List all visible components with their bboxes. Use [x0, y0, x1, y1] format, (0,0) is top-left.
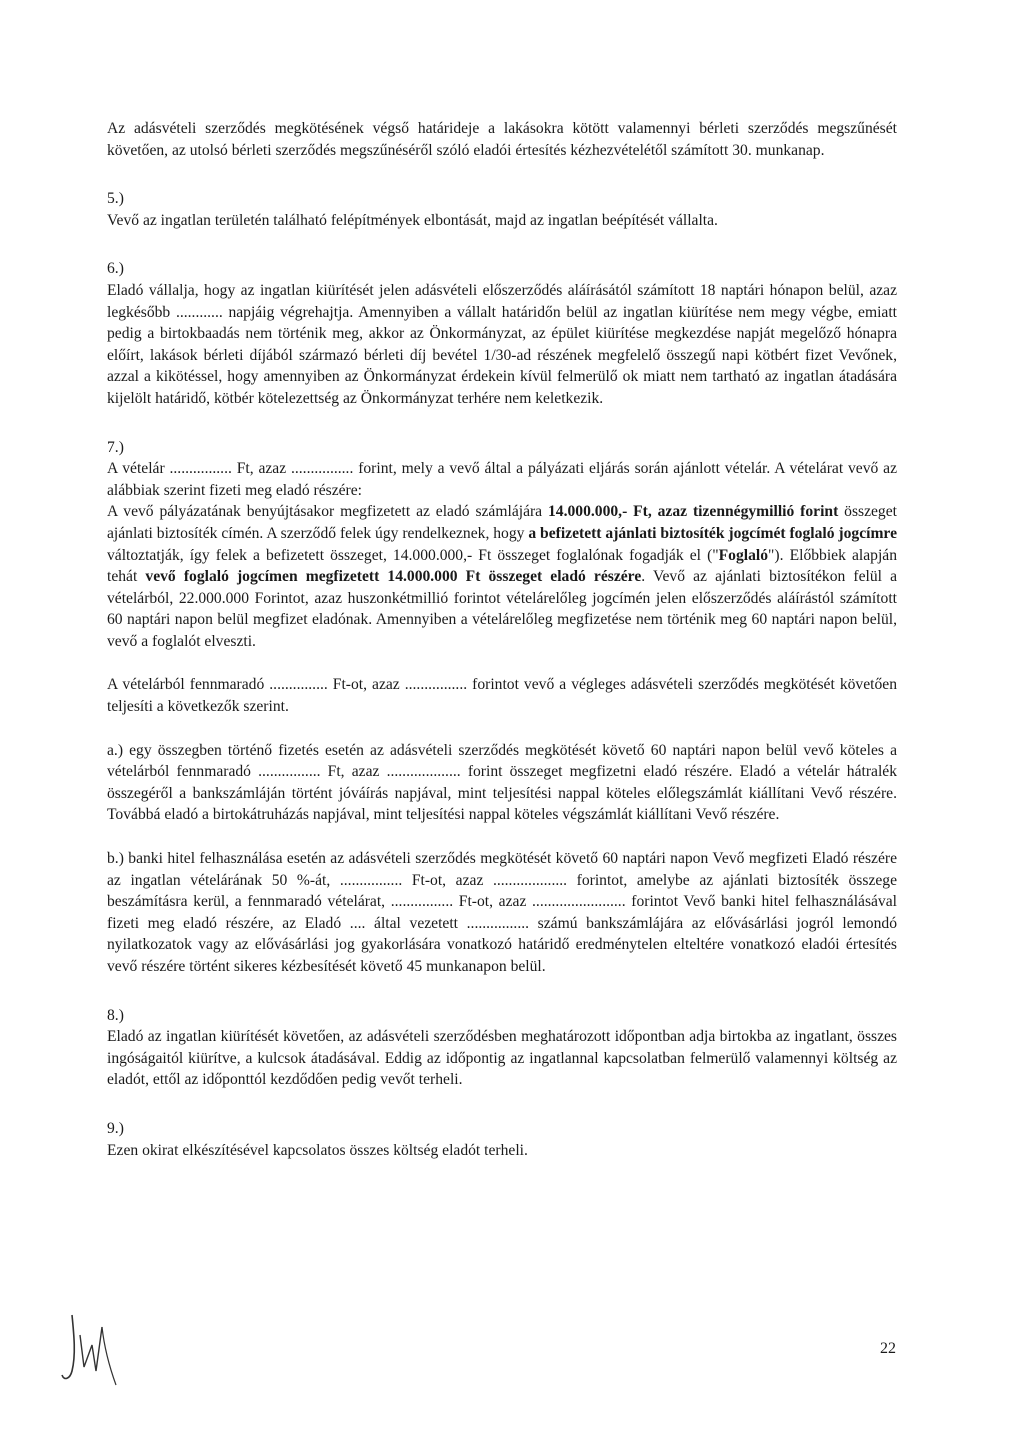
deposit-text-4: "). Előbbiek alapján tehát [107, 546, 897, 586]
deposit-title-bold: a befizetett ajánlati biztosíték jogcímét foglaló jogcímre [528, 524, 897, 542]
section-8-text: Eladó az ingatlan kiürítését követően, az adásvételi szerződésben meghatározott időpontban adja birtokba az ingatlant, összes ingóságaitól kiürítve, a kulcsok átadásával. Eddig az időpontig az ingatlannal kapcsolatban felmerülő valamennyi költség az eladót, ettől az időponttól kezdődően pedig vevőt terheli. [107, 1028, 897, 1089]
section-6-number: 6.) [107, 260, 124, 278]
initials-signature [50, 1305, 130, 1390]
section-9-text: Ezen okirat elkészítésével kapcsolatos összes költség eladót terheli. [107, 1141, 528, 1159]
section-6-text: Eladó vállalja, hogy az ingatlan kiürítését jelen adásvételi előszerződés aláírásától számított 18 naptári hónapon belül, azaz legkésőbb ............ napjáig végrehajtja. Amennyiben a vállalt határidőn belül az ingatlan kiürítése nem megy végbe, emiatt pedig a birtokbaadás nem történik meg, akkor az Önkormányzat, az épület kiürítése megkezdése napját megelőző hónapra előírt, lakások bérleti díjából származó bérleti díj bevétel 1/30-ad részének megfelelő összegű napi kötbért fizet Vevőnek, azzal a kikötéssel, hogy amennyiben az Önkormányzat érdekein kívül felmerülő ok miatt nem tartható az ingatlan átadására kijelölt határidő, kötbér kötelezettség az Önkormányzat terhére nem keletkezik. [107, 281, 897, 407]
intro-paragraph: Az adásvételi szerződés megkötésének végső határideje a lakásokra kötött valamennyi bérleti szerződés megszűnését követően, az utolsó bérleti szerződés megszűnéséről szóló eladói értesítés kézhezvételétől számított 30. munkanap. [107, 120, 897, 159]
section-5-text: Vevő az ingatlan területén található felépítmények elbontását, majd az ingatlan beépítését vállalta. [107, 211, 718, 229]
section-8 [107, 1005, 897, 1091]
section-9-number: 9.) [107, 1119, 124, 1137]
section-7-option-b: b.) banki hitel felhasználása esetén az adásvételi szerződés megkötését követő 60 naptári napon Vevő megfizeti Eladó részére az ingatlan vételárának 50 %-át, ................ Ft-ot, azaz ................... forintot, amelybe az ajánlati biztosíték összege beszámításra kerül, a fennmaradó vételárat, ................ Ft-ot, azaz ........................ forintot Vevő banki hitel felhasználásával fizeti meg eladó részére, az Eladó .... által vezetett ................ számú bankszámlájára az elővásárlási jogról lemondó nyilatkozatok vagy az elővásárlási jog gyakorlására vonatkozó határidő eredménytelen elteltére vonatkozó eladói értesítés vevő részére történt sikeres kézbesítését követő 45 munkanapon belül. [107, 850, 897, 975]
section-5-number: 5.) [107, 190, 124, 208]
section-7-option-a: a.) egy összegben történő fizetés esetén az adásvételi szerződés megkötését követő 60 naptári napon belül vevő köteles a vételárból fennmaradó ................ Ft, azaz ................... forint összeget megfizetni eladó részére. Eladó a vételár hátralék összegéről a bankszámláján történt jóváírás napjával, mint teljesítési nappal köteles előlegszámlát kiállítani Vevő részére. Továbbá eladó a birtokátruházás napjával, mint teljesítési nappal köteles végszámlát kiállítani Vevő részére. [107, 741, 897, 824]
section-7 [107, 437, 897, 978]
page-number: 22 [880, 1340, 896, 1357]
deposit-text-1: A vevő pályázatának benyújtásakor megfizetett az eladó számlájára [107, 503, 548, 521]
contract-text [107, 118, 897, 1161]
section-8-number: 8.) [107, 1006, 124, 1024]
section-6 [107, 258, 897, 409]
section-7-deposit-text [107, 501, 897, 652]
deposit-text-5: . Vevő az ajánlati biztosítékon felül a vételárból, 22.000.000 Forintot, azaz huszonkétmillió forintot vételárelőleg jogcímén jelen előszerződés aláírástól számított 60 naptári napon belül megfizet eladónak. Amennyiben a vételárelőleg megfizetése nem történik meg 60 naptári napon belül, vevő a foglalót elveszti. [107, 568, 898, 650]
foglalo-bold: Foglaló [718, 546, 769, 564]
deposit-amount-bold: 14.000.000,- Ft, azaz tizennégymillió forint [548, 503, 839, 521]
section-7-remaining-text: A vételárból fennmaradó ............... Ft-ot, azaz ................ forintot vevő a végleges adásvételi szerződés megkötését követően teljesíti a következők szerint. [107, 676, 897, 716]
section-5 [107, 188, 897, 231]
section-9 [107, 1118, 897, 1161]
section-7-price-text: A vételár ................ Ft, azaz ................ forint, mely a vevő által a pályázati eljárás során ajánlott vételár. A vételárat vevő az alábbiak szerint fizeti meg eladó részére: [107, 460, 897, 499]
deposit-text-3: változtatják, így felek a befizetett összeget, 14.000.000,- Ft összeget foglalónak fogadják el (" [107, 546, 719, 564]
deposit-text-2: összeget ajánlati biztosíték címén. A szerződő felek úgy rendelkeznek, hogy [107, 503, 897, 542]
section-7-number: 7.) [107, 438, 124, 456]
foglalo-statement-bold: vevő foglaló jogcímen megfizetett 14.000.000 Ft összeget eladó részére [145, 568, 642, 586]
